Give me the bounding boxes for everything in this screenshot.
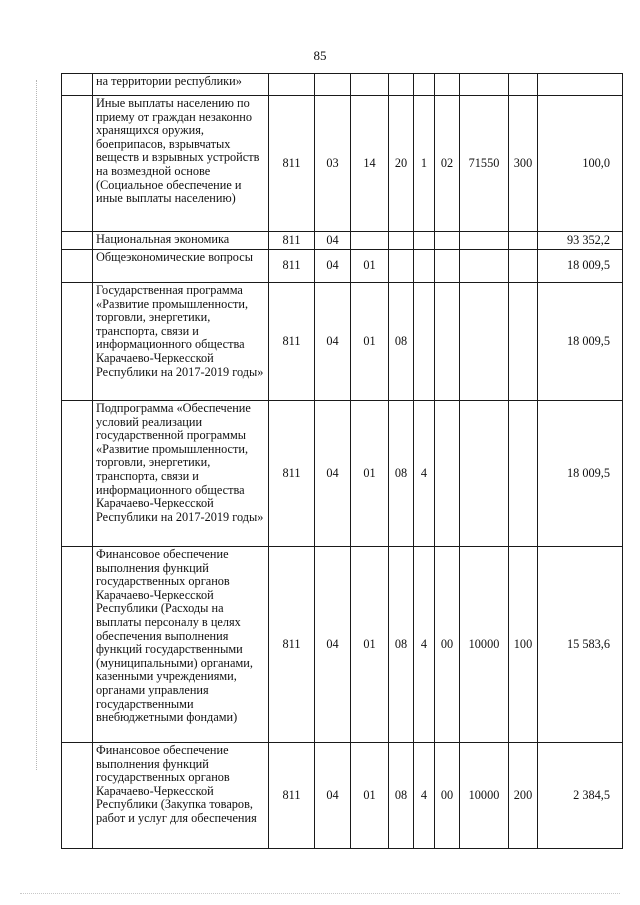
scan-margin-line (36, 80, 37, 770)
program-code (389, 74, 414, 96)
item-code: 10000 (460, 547, 509, 743)
expense-type-code: 200 (509, 743, 538, 849)
ministry-code: 811 (269, 547, 315, 743)
item-name: Национальная экономика (93, 232, 269, 250)
item-name: Финансовое обеспечение выполнения функций государственных органов Карачаево-Черкесской Республики (Расходы на выплаты персоналу в целях обеспечения выполнения функций государственными (муниципальными) органами, казенными учреждениями, органами управления государственными внебюджетными фондами) (93, 547, 269, 743)
subsection-code (351, 74, 389, 96)
row-number (62, 743, 93, 849)
program-code (389, 250, 414, 283)
subprogram-code: 4 (414, 743, 435, 849)
ministry-code (269, 74, 315, 96)
item-name: Подпрограмма «Обеспечение условий реализации государственной программы «Развитие промышленности, торговли, энергетики, транспорта, связи и информационного общества Карачаево-Черкесской Республики на 2017-2019 годы» (93, 401, 269, 547)
subsection-code: 01 (351, 250, 389, 283)
item-code (460, 74, 509, 96)
item-code (460, 401, 509, 547)
table-row (62, 743, 623, 849)
subsection-code: 01 (351, 401, 389, 547)
row-number (62, 96, 93, 232)
expense-type-code (509, 250, 538, 283)
expense-type-code: 300 (509, 96, 538, 232)
table-row (62, 401, 623, 547)
subsection-code: 14 (351, 96, 389, 232)
program-code: 08 (389, 283, 414, 401)
row-number (62, 401, 93, 547)
direction-code (435, 74, 460, 96)
program-code: 08 (389, 547, 414, 743)
amount-cell: 2 384,5 (538, 743, 623, 849)
budget-table (61, 73, 623, 849)
section-code (315, 74, 351, 96)
expense-type-code (509, 232, 538, 250)
expense-type-code (509, 283, 538, 401)
program-code: 20 (389, 96, 414, 232)
subprogram-code (414, 250, 435, 283)
ministry-code: 811 (269, 743, 315, 849)
amount-cell: 18 009,5 (538, 401, 623, 547)
section-code: 03 (315, 96, 351, 232)
amount-cell: 93 352,2 (538, 232, 623, 250)
direction-code: 00 (435, 743, 460, 849)
section-code: 04 (315, 250, 351, 283)
table-row (62, 547, 623, 743)
expense-type-code: 100 (509, 547, 538, 743)
item-code: 10000 (460, 743, 509, 849)
row-number (62, 547, 93, 743)
section-code: 04 (315, 232, 351, 250)
subsection-code: 01 (351, 743, 389, 849)
table-row (62, 250, 623, 283)
amount-cell: 100,0 (538, 96, 623, 232)
direction-code (435, 283, 460, 401)
amount-cell: 18 009,5 (538, 283, 623, 401)
ministry-code: 811 (269, 96, 315, 232)
direction-code (435, 401, 460, 547)
item-code: 71550 (460, 96, 509, 232)
table-row (62, 74, 623, 96)
subsection-code (351, 232, 389, 250)
expense-type-code (509, 74, 538, 96)
subprogram-code: 4 (414, 547, 435, 743)
page-number: 85 (313, 48, 327, 63)
direction-code (435, 232, 460, 250)
subprogram-code: 4 (414, 401, 435, 547)
section-code: 04 (315, 743, 351, 849)
amount-cell: 15 583,6 (538, 547, 623, 743)
section-code: 04 (315, 401, 351, 547)
ministry-code: 811 (269, 401, 315, 547)
program-code (389, 232, 414, 250)
ministry-code: 811 (269, 250, 315, 283)
subprogram-code: 1 (414, 96, 435, 232)
subsection-code: 01 (351, 547, 389, 743)
expense-type-code (509, 401, 538, 547)
direction-code (435, 250, 460, 283)
row-number (62, 250, 93, 283)
section-code: 04 (315, 283, 351, 401)
table-row (62, 283, 623, 401)
ministry-code: 811 (269, 283, 315, 401)
item-name: Общеэкономические вопросы (93, 250, 269, 283)
item-code (460, 250, 509, 283)
item-name: Иные выплаты населению по приему от граждан незаконно хранящихся оружия, боеприпасов, взрывчатых веществ и взрывных устройств на возмездной основе (Социальное обеспечение и иные выплаты населению) (93, 96, 269, 232)
section-code: 04 (315, 547, 351, 743)
direction-code: 02 (435, 96, 460, 232)
item-code (460, 283, 509, 401)
ministry-code: 811 (269, 232, 315, 250)
subprogram-code (414, 232, 435, 250)
amount-cell (538, 74, 623, 96)
direction-code: 00 (435, 547, 460, 743)
subprogram-code (414, 74, 435, 96)
table-row (62, 96, 623, 232)
subprogram-code (414, 283, 435, 401)
subsection-code: 01 (351, 283, 389, 401)
program-code: 08 (389, 401, 414, 547)
row-number (62, 74, 93, 96)
row-number (62, 232, 93, 250)
table-row (62, 232, 623, 250)
item-name: на территории республики» (93, 74, 269, 96)
row-number (62, 283, 93, 401)
program-code: 08 (389, 743, 414, 849)
item-name: Государственная программа «Развитие промышленности, торговли, энергетики, транспорта, связи и информационного общества Карачаево-Черкесской Республики на 2017-2019 годы» (93, 283, 269, 401)
amount-cell: 18 009,5 (538, 250, 623, 283)
item-code (460, 232, 509, 250)
scan-bottom-line (20, 893, 620, 894)
item-name: Финансовое обеспечение выполнения функций государственных органов Карачаево-Черкесской Республики (Закупка товаров, работ и услуг для обеспечения (93, 743, 269, 849)
